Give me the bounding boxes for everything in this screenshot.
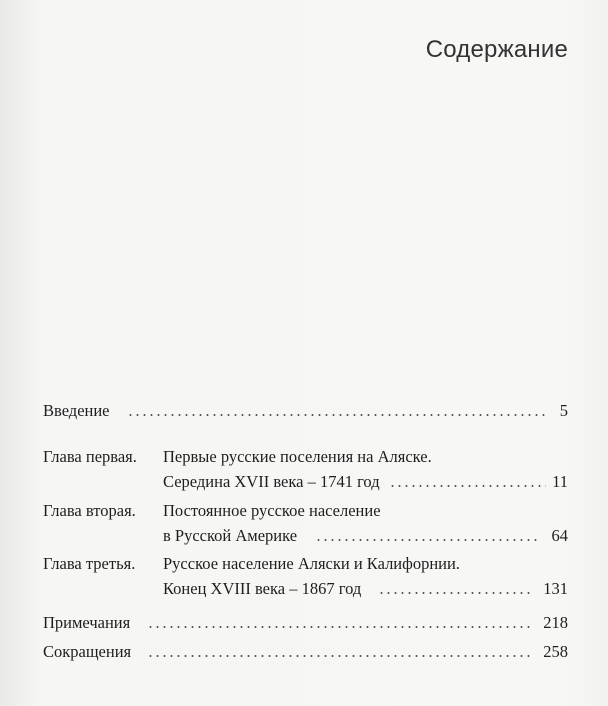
toc-chapter-title-line1: Первые русские поселения на Аляске.	[163, 447, 432, 466]
toc-chapter-title-line2: Конец XVIII века – 1867 год	[163, 579, 362, 598]
toc-chapter-title-line2: Середина XVII века – 1741 год	[163, 472, 380, 491]
toc-entry-label: Введение	[43, 401, 110, 420]
toc-page-number: 11	[552, 472, 568, 491]
toc-chapter-title-line2: в Русской Америке	[163, 526, 298, 545]
toc-chapter-title-line1: Русское население Аляски и Калифорнии.	[163, 554, 460, 573]
leader-dots	[389, 485, 546, 487]
toc-page-number: 258	[543, 642, 568, 661]
toc-page-number: 218	[543, 613, 568, 632]
leader-dots	[147, 655, 530, 657]
toc-entry-label: Глава третья.	[43, 554, 136, 573]
leader-dots	[147, 626, 530, 628]
toc-entry-label: Сокращения	[43, 642, 132, 661]
toc-entry-label: Глава первая.	[43, 447, 137, 466]
toc-page-number: 5	[559, 401, 568, 420]
page-title: Содержание	[425, 36, 568, 63]
toc-chapter-title-line1: Постоянное русское население	[163, 501, 381, 520]
toc-page-number: 131	[543, 579, 568, 598]
leader-dots	[127, 414, 546, 416]
leader-dots	[315, 539, 538, 541]
toc-entry-label: Примечания	[43, 613, 131, 632]
toc-entry-label: Глава вторая.	[43, 501, 136, 520]
leader-dots	[378, 592, 532, 594]
toc-page-number: 64	[551, 526, 568, 545]
